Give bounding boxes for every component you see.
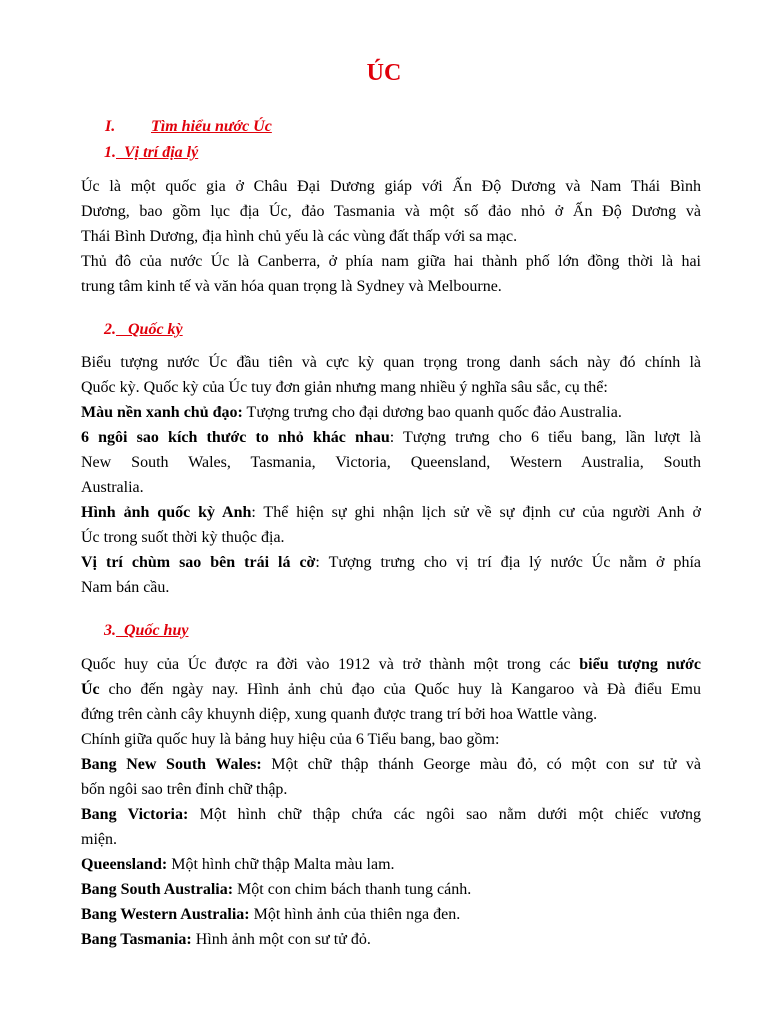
line-text: Tượng trưng cho đại dương bao quanh quốc đảo Australia. [242,404,622,421]
line-text: : Tượng trưng cho 6 tiểu bang, lần lượt là [389,429,701,446]
paragraph-line: Thủ đô của nước Úc là Canberra, ở phía nam giữa hai thành phố lớn đồng thời là hai [81,253,701,270]
paragraph-line [81,905,701,925]
line-text: Một hình ảnh của thiên nga đen. [249,906,461,923]
bold-term: Úc [81,681,100,698]
bold-term: Màu nền xanh chủ đạo: [81,404,243,421]
line-text: Một hình chữ thập Malta màu lam. [167,856,395,873]
paragraph-line: Biểu tượng nước Úc đầu tiên và cực kỳ quan trọng trong danh sách này đó chính là [81,354,701,371]
paragraph-line: Úc trong suốt thời kỳ thuộc địa. [81,529,285,546]
section-number: I. [105,118,116,135]
heading-coat-of-arms [104,621,188,641]
paragraph-line: miện. [81,831,117,848]
paragraph-line: trung tâm kinh tế và văn hóa quan trọng là Sydney và Melbourne. [81,278,502,295]
paragraph-line [81,805,701,825]
paragraph-line: Úc là một quốc gia ở Châu Đại Dương giáp với Ấn Độ Dương và Nam Thái Bình [81,178,701,195]
paragraph-line [81,503,701,523]
heading-number: 1. [104,144,116,161]
heading-label: Quốc huy [124,622,189,639]
paragraph-line [81,880,701,900]
paragraph-line: Nam bán cầu. [81,579,170,596]
paragraph-line: Quốc kỳ. Quốc kỳ của Úc tuy đơn giản nhưng mang nhiều ý nghĩa sâu sắc, cụ thể: [81,379,608,396]
bold-term: Hình ảnh quốc kỳ Anh [81,504,252,521]
heading-number: 3. [104,622,116,639]
line-text: Hình ảnh một con sư tử đỏ. [191,931,371,948]
bold-term: Bang Victoria: [81,806,189,823]
heading-label: Vị trí địa lý [124,144,199,161]
paragraph-line: Dương, bao gồm lục địa Úc, đảo Tasmania và một số đảo nhỏ ở Ấn Độ Dương và [81,203,701,220]
bold-term: Bang New South Wales: [81,756,262,773]
bold-term: biểu tượng nước [579,656,701,673]
line-text: : Tượng trưng cho vị trí địa lý nước Úc nằm ở phía [315,554,701,571]
paragraph-line [81,680,701,700]
bold-term: Queensland: [81,856,168,873]
paragraph-line [81,403,701,423]
line-text: Quốc huy của Úc được ra đời vào 1912 và trở thành một trong các [81,656,580,673]
heading-flag [104,320,183,340]
bold-term: Bang Tasmania: [81,931,192,948]
bold-term: Bang South Australia: [81,881,234,898]
line-text: Một con chim bách thanh tung cánh. [233,881,472,898]
paragraph-line [81,855,701,875]
page-title: ÚC [366,60,402,86]
paragraph-line [81,428,701,448]
paragraph-line [81,930,701,950]
paragraph-line: bốn ngôi sao trên đỉnh chữ thập. [81,781,288,798]
line-text: : Thể hiện sự ghi nhận lịch sử về sự định cư của người Anh ở [251,504,702,521]
line-text: Một chữ thập thánh George màu đỏ, có một con sư tử và [261,756,702,773]
paragraph-line: Chính giữa quốc huy là bảng huy hiệu của 6 Tiểu bang, bao gồm: [81,731,500,748]
bold-term: Bang Western Australia: [81,906,250,923]
bold-term: 6 ngôi sao kích thước to nhỏ khác nhau [81,429,390,446]
paragraph-line [81,553,701,573]
heading-label: Quốc kỳ [128,321,183,338]
line-text: Một hình chữ thập chứa các ngôi sao nằm dưới một chiếc vương [188,806,701,823]
section-heading: Tìm hiểu nước Úc [151,118,272,135]
bold-term: Vị trí chùm sao bên trái lá cờ [81,554,316,571]
line-text: cho đến ngày nay. Hình ảnh chủ đạo của Quốc huy là Kangaroo và Đà điểu Emu [99,681,701,698]
heading-number: 2. [104,321,116,338]
paragraph-line: đứng trên cành cây khuynh diệp, xung quanh được trang trí bởi hoa Wattle vàng. [81,706,598,723]
paragraph-line: New South Wales, Tasmania, Victoria, Queensland, Western Australia, South [81,454,701,471]
heading-location [104,143,198,163]
paragraph-line [81,655,701,675]
paragraph-line [81,755,701,775]
paragraph-line: Australia. [81,479,144,496]
paragraph-line: Thái Bình Dương, địa hình chủ yếu là các vùng đất thấp với sa mạc. [81,228,518,245]
